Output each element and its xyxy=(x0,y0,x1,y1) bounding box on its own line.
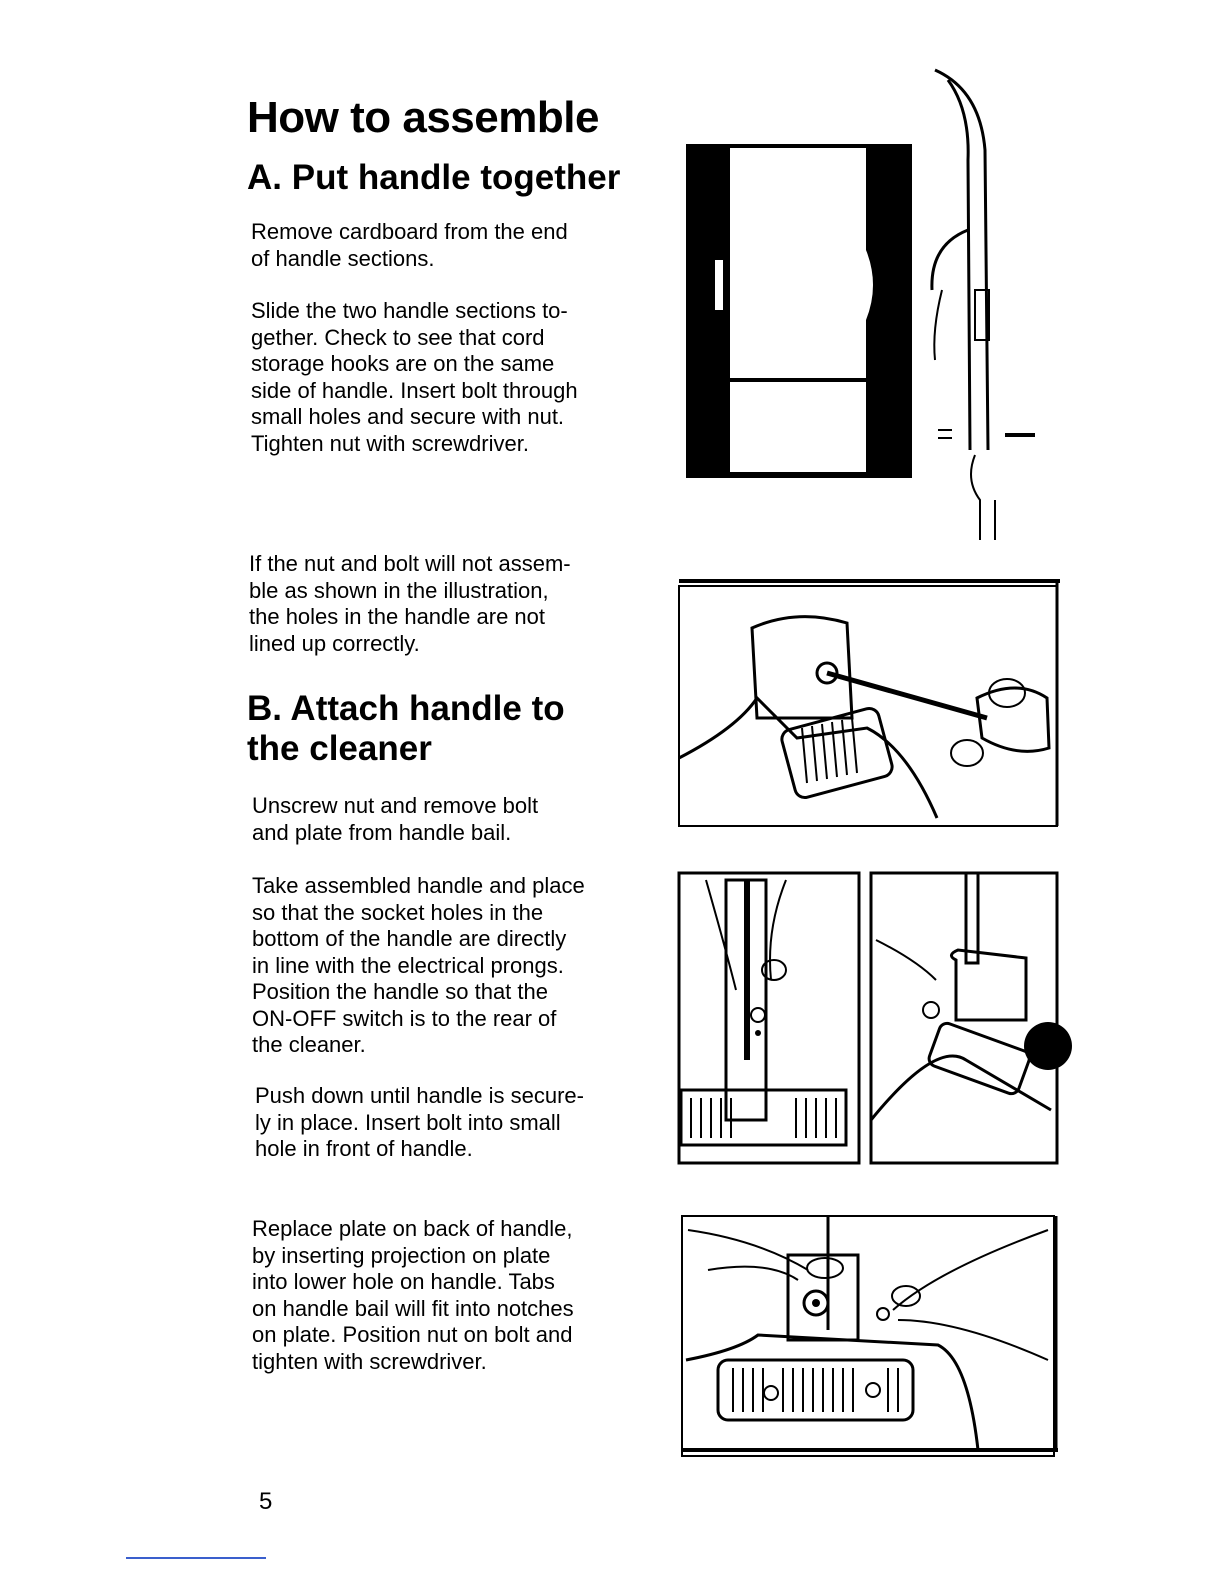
section-b-paragraph-2: Take assembled handle and place so that the socket holes in the bottom of the handle are directly in line with the electrical prongs. Position the handle so that the ON-OFF switch is to the rear of the cleaner. xyxy=(252,873,585,1057)
section-a-paragraph-3: If the nut and bolt will not assem- ble as shown in the illustration, the holes in the handle are not lined up correctly. xyxy=(249,551,571,656)
section-a-heading: A. Put handle together xyxy=(247,158,621,197)
section-b-heading-line-1: B. Attach handle to xyxy=(247,689,565,728)
section-b-heading xyxy=(247,689,565,769)
section-a-paragraph-1: Remove cardboard from the end of handle sections. xyxy=(251,219,568,271)
place-handle-illustration xyxy=(676,870,1066,1170)
page-title: How to assemble xyxy=(247,93,599,142)
section-b-paragraph-3: Push down until handle is secure- ly in place. Insert bolt into small hole in front of handle. xyxy=(255,1083,584,1161)
handle-assembly-illustration xyxy=(680,60,1060,550)
remove-bolt-illustration xyxy=(677,578,1062,828)
section-b-paragraph-1: Unscrew nut and remove bolt and plate from handle bail. xyxy=(252,793,539,845)
replace-plate-illustration xyxy=(678,1210,1062,1460)
page-number: 5 xyxy=(259,1488,273,1515)
section-a-paragraph-2: Slide the two handle sections to- gether. Check to see that cord storage hooks are on the same side of handle. Insert bolt through small holes and secure with nut. Tighten nut with screwdriver. xyxy=(251,298,578,456)
section-b-paragraph-4: Replace plate on back of handle, by inserting projection on plate into lower hole on handle. Tabs on handle bail will fit into notches on plate. Position nut on bolt and tighten with screwdriver. xyxy=(252,1216,574,1374)
section-b-heading-line-2: the cleaner xyxy=(247,729,432,768)
footer-rule xyxy=(126,1557,266,1559)
